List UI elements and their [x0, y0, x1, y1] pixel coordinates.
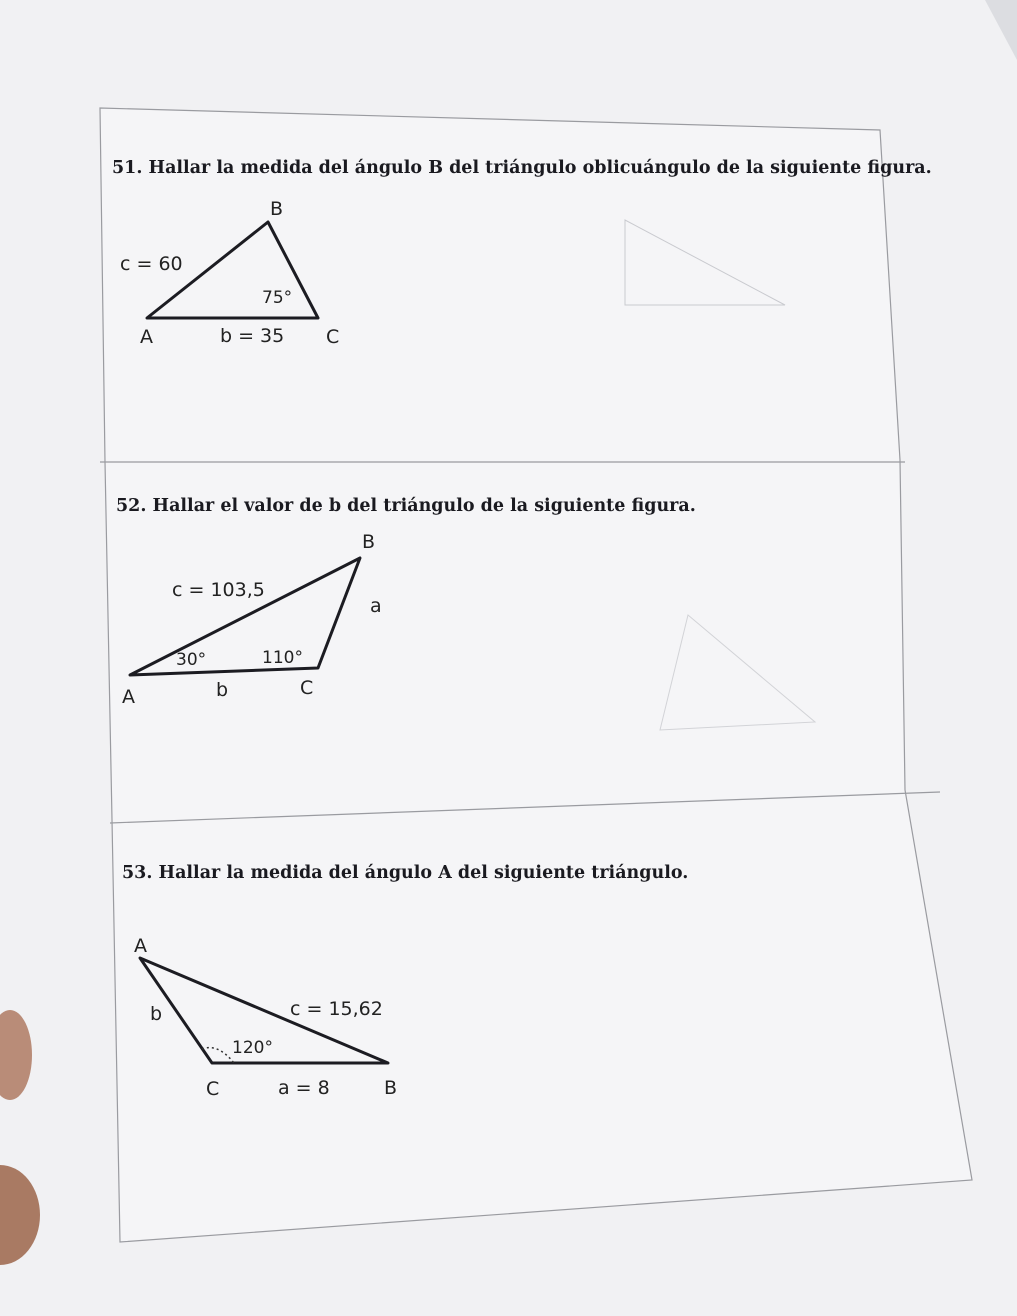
triangle-52-vertex-b: B	[362, 531, 376, 553]
triangle-51-vertex-b: B	[270, 198, 284, 220]
triangle-51-vertex-c: C	[326, 326, 340, 348]
triangle-52-angle-c: 110°	[262, 648, 303, 668]
triangle-52-vertex-c: C	[300, 677, 314, 699]
problem-53-title: 53. Hallar la medida del ángulo A del siguiente triángulo.	[122, 863, 689, 883]
triangle-53-side-a: a = 8	[278, 1077, 330, 1099]
triangle-51-vertex-a: A	[140, 326, 153, 348]
triangle-52-side-a: a	[370, 595, 382, 617]
triangle-52-angle-a: 30°	[176, 650, 207, 670]
triangle-51-angle: 75°	[262, 288, 293, 308]
problem-52-title: 52. Hallar el valor de b del triángulo de la siguiente figura.	[116, 496, 696, 516]
triangle-53-side-c: c = 15,62	[290, 998, 383, 1020]
problem-51-title: 51. Hallar la medida del ángulo B del triángulo oblicuángulo de la siguiente figura.	[112, 158, 932, 178]
triangle-51-side-c: c = 60	[120, 253, 183, 275]
triangle-53-vertex-c: C	[206, 1078, 220, 1100]
triangle-53-side-b: b	[150, 1003, 163, 1025]
triangle-51-side-b: b = 35	[220, 325, 285, 347]
triangle-53-vertex-a: A	[134, 935, 147, 957]
triangle-52-vertex-a: A	[122, 686, 135, 708]
triangle-52-side-b: b	[216, 679, 229, 701]
triangle-52-side-c: c = 103,5	[172, 579, 265, 601]
triangle-53-vertex-b: B	[384, 1077, 398, 1099]
triangle-53-angle: 120°	[232, 1038, 273, 1058]
